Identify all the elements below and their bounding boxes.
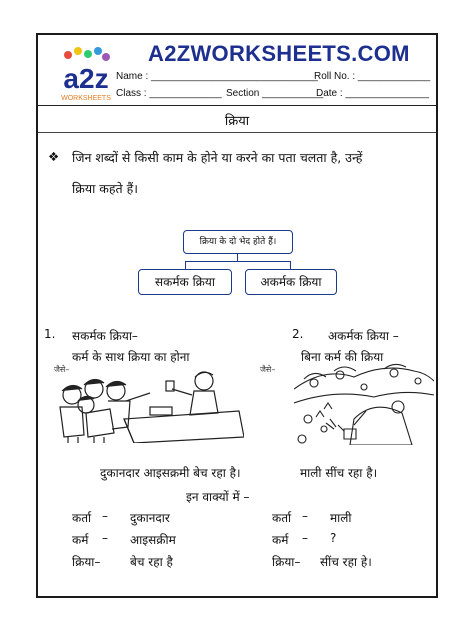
right-dash-karta: –	[302, 509, 308, 523]
site-name: A2ZWORKSHEETS.COM	[148, 41, 410, 66]
section2-subheading: बिना कर्म की क्रिया	[301, 350, 384, 364]
diagram-top-box: क्रिया के दो भेद होते हैं।	[183, 230, 293, 254]
section2-example-label: जैसे–	[260, 365, 276, 374]
diagram-connector-left	[185, 261, 186, 269]
section2-heading: अकर्मक क्रिया –	[328, 329, 399, 343]
section1-example-label: जैसे–	[54, 365, 70, 374]
page-title: क्रिया	[224, 114, 250, 129]
icecream-shop-illustration	[54, 367, 244, 443]
right-value-kriya: सींच रहा हे।	[320, 555, 372, 569]
title-divider	[38, 132, 436, 133]
class-field[interactable]: Class : _____________	[116, 88, 222, 99]
left-term-karta: कर्ता	[72, 511, 92, 525]
roll-field[interactable]: Roll No. : _____________	[314, 71, 431, 82]
diagram-box-akarmak: अकर्मक क्रिया	[245, 269, 337, 295]
bullet-icon: ❖	[48, 149, 60, 164]
section1-sentence: दुकानदार आइसक्रमी बेच रहा है।	[100, 466, 241, 480]
logo-subtext: WORKSHEETS	[61, 95, 111, 102]
section1-number: 1.	[44, 327, 56, 341]
gardener-illustration	[294, 359, 434, 445]
right-term-karm: कर्म	[272, 533, 289, 547]
left-value-karta: दुकानदार	[130, 511, 170, 525]
diagram-connector-vertical	[237, 254, 238, 261]
logo-text: a2z	[63, 63, 109, 94]
section2-number: 2.	[292, 327, 304, 341]
diagram-connector-horizontal	[185, 261, 291, 262]
left-dash-karta: –	[102, 509, 108, 523]
definition-line-1: जिन शब्दों से किसी काम के होने या करने का पता चलता है, उन्हें	[72, 150, 363, 165]
date-field[interactable]: Date : _______________	[316, 88, 429, 99]
left-term-karm: कर्म	[72, 533, 89, 547]
header-divider	[38, 105, 436, 106]
right-term-karta: कर्ता	[272, 511, 292, 525]
a2z-logo	[46, 45, 126, 107]
right-dash-karm: –	[302, 531, 308, 545]
left-term-kriya: क्रिया–	[72, 555, 101, 569]
left-value-karm: आइसक्रीम	[130, 533, 176, 547]
section1-subheading: कर्म के साथ क्रिया का होना	[72, 350, 190, 364]
right-value-karta: माली	[330, 511, 352, 525]
left-value-kriya: बेच रहा है	[130, 555, 173, 569]
analysis-intro: इन वाक्यों में –	[186, 490, 250, 504]
section2-sentence: माली सींच रहा है।	[300, 466, 378, 480]
name-field[interactable]: Name : ______________________________	[116, 71, 318, 82]
diagram-connector-right	[290, 261, 291, 269]
right-term-kriya: क्रिया–	[272, 555, 301, 569]
diagram-box-sakarmak: सकर्मक क्रिया	[138, 269, 232, 295]
section1-heading: सकर्मक क्रिया–	[72, 329, 138, 343]
worksheet-frame	[36, 33, 438, 598]
definition-line-2: क्रिया कहते हैं।	[72, 181, 139, 196]
section-field[interactable]: Section ___________	[226, 88, 324, 99]
left-dash-karm: –	[102, 531, 108, 545]
right-value-karm: ?	[330, 531, 337, 545]
